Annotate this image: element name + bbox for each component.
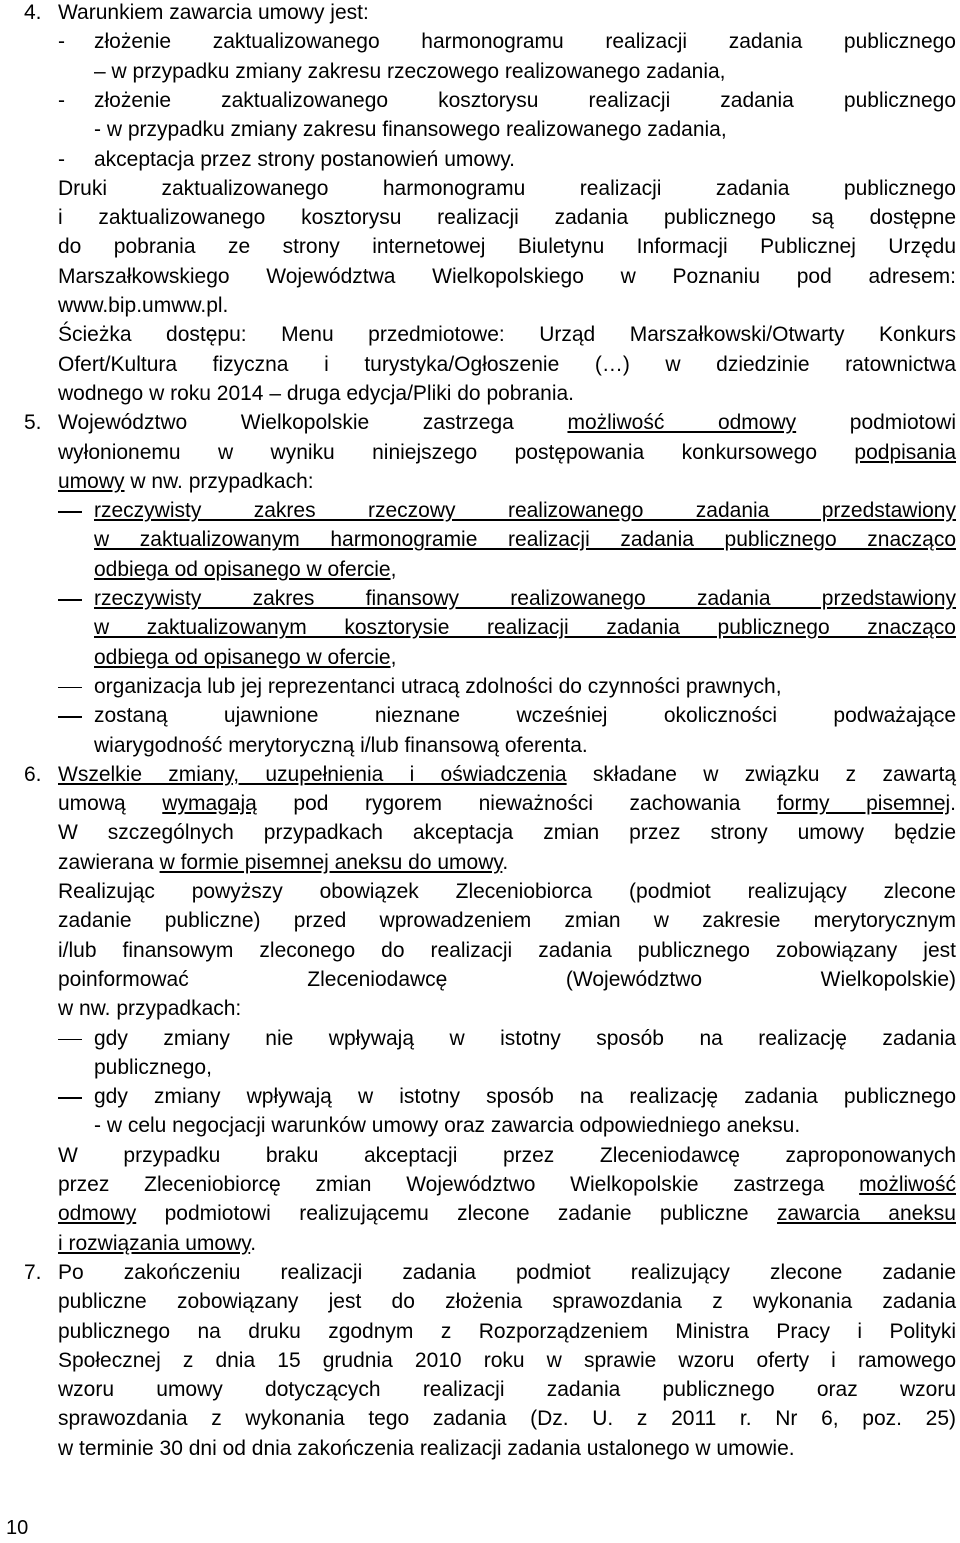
text-line xyxy=(0,818,960,847)
text-line xyxy=(0,27,960,56)
text-run: . xyxy=(250,1231,257,1255)
line-text xyxy=(58,467,956,496)
line-text xyxy=(58,1199,956,1228)
text-run: - w celu negocjacji warunków umowy oraz zawarcia odpowiedniego aneksu. xyxy=(94,1114,801,1138)
line-text xyxy=(94,1053,956,1082)
underlined-phrase: odmowy xyxy=(58,1202,137,1226)
text-run: , xyxy=(390,645,397,669)
text-run: W przypadku braku akceptacji przez Zleceniodawcę zaproponowanych xyxy=(58,1143,956,1167)
text-line xyxy=(0,1346,960,1375)
text-run: . xyxy=(950,792,957,816)
line-text xyxy=(58,1317,956,1346)
line-text xyxy=(58,320,956,349)
text-line xyxy=(0,760,960,789)
underlined-phrase: w zaktualizowanym kosztorysie realizacji zadania publicznego znacząco xyxy=(94,616,956,640)
line-text xyxy=(94,584,956,613)
line-text xyxy=(58,438,956,467)
list-number: 4. xyxy=(24,1,42,24)
text-line xyxy=(0,789,960,818)
line-text xyxy=(58,0,956,27)
text-run: Po zakończeniu realizacji zadania podmiot realizujący zlecone zadanie xyxy=(58,1260,956,1284)
text-line xyxy=(0,174,960,203)
line-text xyxy=(94,57,956,86)
text-run: umową xyxy=(58,792,163,816)
line-text xyxy=(94,555,956,584)
line-text xyxy=(58,994,956,1023)
text-line xyxy=(0,848,960,877)
line-text xyxy=(58,1287,956,1316)
text-line xyxy=(0,965,960,994)
text-line xyxy=(0,1317,960,1346)
underlined-phrase: podpisania xyxy=(854,440,956,464)
line-text xyxy=(94,1111,956,1140)
list-number: 5. xyxy=(24,411,42,435)
line-text xyxy=(58,848,956,877)
line-text xyxy=(94,115,956,144)
text-line xyxy=(0,1024,960,1053)
text-line xyxy=(0,1199,960,1228)
text-run: gdy zmiany wpływają w istotny sposób na realizację zadania publicznego xyxy=(94,1085,956,1109)
text-run: organizacja lub jej reprezentanci utracą zdolności do czynności prawnych, xyxy=(94,674,782,698)
text-run: złożenie zaktualizowanego harmonogramu realizacji zadania publicznego xyxy=(94,30,956,54)
text-run: pod rygorem nieważności zachowania xyxy=(256,792,778,816)
line-text xyxy=(58,1141,956,1170)
text-line xyxy=(0,320,960,349)
line-text xyxy=(58,1229,956,1258)
text-run: składane w związku z zawartą xyxy=(566,762,957,786)
text-run: podmiotowi xyxy=(796,411,956,435)
text-run: sprawozdania z wykonania tego zadania (Dz. U. z 2011 r. Nr 6, poz. 25) xyxy=(58,1407,956,1431)
text-line xyxy=(0,203,960,232)
text-run: przez Zleceniobiorcę zmian Województwo Wielkopolskie zastrzega xyxy=(58,1173,860,1196)
text-run: wodnego w roku 2014 – druga edycja/Pliki do pobrania. xyxy=(58,381,575,405)
text-line xyxy=(0,496,960,525)
text-run: do pobrania ze strony internetowej Biuletynu Informacji Publicznej Urzędu xyxy=(58,235,956,259)
text-line xyxy=(0,906,960,935)
text-run: w terminie 30 dni od dnia zakończenia realizacji zadania ustalonego w umowie. xyxy=(58,1436,795,1460)
text-run: wyłonionemu w wyniku niniejszego postępowania konkursowego xyxy=(58,440,855,464)
text-line xyxy=(0,877,960,906)
text-line xyxy=(0,1404,960,1433)
text-line xyxy=(0,57,960,86)
text-line xyxy=(0,86,960,115)
hyphen-bullet: - xyxy=(58,88,65,112)
text-run: Marszałkowskiego Województwa Wielkopolskiego w Poznaniu pod adresem: xyxy=(58,264,956,288)
text-run: złożenie zaktualizowanego kosztorysu realizacji zadania publicznego xyxy=(94,88,956,112)
text-run: Ofert/Kultura fizyczna i turystyka/Ogłoszenie (…) w dziedzinie ratownictwa xyxy=(58,352,956,376)
dash-bullet-icon xyxy=(58,1097,82,1099)
line-text xyxy=(58,350,956,379)
text-line xyxy=(0,672,960,701)
underlined-phrase: odbiega od opisanego w ofercie xyxy=(94,645,391,669)
text-run: poinformować Zleceniodawcę (Województwo Wielkopolskie) xyxy=(58,967,956,991)
text-line xyxy=(0,232,960,261)
line-text xyxy=(58,877,956,906)
text-run: publiczne zobowiązany jest do złożenia sprawozdania z wykonania zadania xyxy=(58,1290,956,1314)
underlined-phrase: rzeczywisty zakres rzeczowy realizowanego zadania przedstawiony xyxy=(94,499,956,523)
text-run: zostaną ujawnione nieznane wcześniej okoliczności podważające xyxy=(94,704,956,728)
text-line xyxy=(0,613,960,642)
text-run: Warunkiem zawarcia umowy jest: xyxy=(58,1,369,24)
line-text xyxy=(94,27,956,56)
line-text xyxy=(58,174,956,203)
line-text xyxy=(94,525,956,554)
underlined-phrase: i rozwiązania umowy xyxy=(58,1231,251,1255)
line-text xyxy=(94,145,956,174)
page-number: 10 xyxy=(6,1517,29,1539)
line-text xyxy=(58,1434,956,1463)
line-text xyxy=(58,789,956,818)
text-line xyxy=(0,701,960,730)
text-run: i zaktualizowanego kosztorysu realizacji zadania publicznego są dostępne xyxy=(58,206,956,230)
text-run: wzoru umowy dotyczących realizacji zadania publicznego oraz wzoru xyxy=(58,1378,956,1402)
line-text xyxy=(58,1258,956,1287)
text-run: Ścieżka dostępu: Menu przedmiotowe: Urząd Marszałkowski/Otwarty Konkurs xyxy=(58,323,956,347)
text-line xyxy=(0,1258,960,1287)
text-run: zawierana xyxy=(58,850,160,874)
text-line xyxy=(0,525,960,554)
text-line xyxy=(0,1229,960,1258)
dash-bullet-icon xyxy=(58,687,82,689)
line-text xyxy=(58,936,956,965)
line-text xyxy=(58,379,956,408)
text-run: publicznego na druku zgodnym z Rozporządzeniem Ministra Pracy i Polityki xyxy=(58,1319,956,1343)
line-text xyxy=(58,232,956,261)
text-line xyxy=(0,555,960,584)
text-line xyxy=(0,1111,960,1140)
text-run: W szczególnych przypadkach akceptacja zmian przez strony umowy będzie xyxy=(58,821,956,845)
text-run: Społecznej z dnia 15 grudnia 2010 roku w sprawie wzoru oferty i ramowego xyxy=(58,1348,956,1372)
line-text xyxy=(58,1375,956,1404)
text-run: . xyxy=(502,850,509,874)
text-run: zadanie publiczne) przed wprowadzeniem zmian w zakresie merytorycznym xyxy=(58,909,956,933)
text-line xyxy=(0,438,960,467)
underlined-phrase: w zaktualizowanym harmonogramie realizacji zadania publicznego znacząco xyxy=(94,528,956,552)
text-run: akceptacja przez strony postanowień umowy. xyxy=(94,147,515,171)
line-text xyxy=(94,701,956,730)
text-run: i/lub finansowym zleconego do realizacji zadania publicznego zobowiązany jest xyxy=(58,938,956,962)
line-text xyxy=(58,408,956,437)
underlined-phrase: w formie pisemnej aneksu do umowy xyxy=(159,850,503,874)
line-text xyxy=(58,760,956,789)
text-line xyxy=(0,1082,960,1111)
line-text xyxy=(94,1082,956,1111)
dash-bullet-icon xyxy=(58,511,82,513)
line-text xyxy=(58,262,956,291)
line-text xyxy=(94,643,956,672)
underlined-phrase: rzeczywisty zakres finansowy realizowanego zadania przedstawiony xyxy=(94,587,956,610)
line-text xyxy=(94,496,956,525)
text-run: - w przypadku zmiany zakresu finansowego realizowanego zadania, xyxy=(94,118,727,142)
text-run: Województwo Wielkopolskie zastrzega xyxy=(58,411,568,435)
underlined-phrase: odbiega od opisanego w ofercie xyxy=(94,557,391,581)
line-text xyxy=(94,1024,956,1053)
dash-bullet-icon xyxy=(58,716,82,718)
text-line xyxy=(0,0,960,27)
line-text xyxy=(94,86,956,115)
text-line xyxy=(0,379,960,408)
line-text xyxy=(94,613,956,642)
underlined-phrase: zawarcia aneksu xyxy=(777,1202,956,1226)
line-text xyxy=(58,906,956,935)
underlined-phrase: umowy xyxy=(58,469,125,493)
line-text xyxy=(58,965,956,994)
text-line xyxy=(0,291,960,320)
text-line xyxy=(0,408,960,437)
text-run: Druki zaktualizowanego harmonogramu realizacji zadania publicznego xyxy=(58,176,956,200)
dash-bullet-icon xyxy=(58,1039,82,1041)
text-line xyxy=(0,350,960,379)
underlined-phrase: możliwość odmowy xyxy=(567,411,797,435)
text-run: www.bip.umww.pl. xyxy=(58,294,229,317)
text-run: w nw. przypadkach: xyxy=(124,469,314,493)
text-line xyxy=(0,936,960,965)
line-text xyxy=(58,1170,956,1199)
text-line xyxy=(0,145,960,174)
text-line xyxy=(0,1053,960,1082)
line-text xyxy=(58,1346,956,1375)
text-line xyxy=(0,643,960,672)
line-text xyxy=(58,1404,956,1433)
text-line xyxy=(0,467,960,496)
text-line xyxy=(0,262,960,291)
line-text xyxy=(58,818,956,847)
text-run: – w przypadku zmiany zakresu rzeczowego realizowanego zadania, xyxy=(94,59,726,83)
text-run: wiarygodność merytoryczną i/lub finansową oferenta. xyxy=(94,733,588,757)
list-number: 6. xyxy=(24,762,42,786)
text-run: podmiotowi realizującemu zlecone zadanie publiczne xyxy=(136,1202,778,1226)
underlined-phrase: wymagają xyxy=(162,792,257,816)
hyphen-bullet: - xyxy=(58,30,65,54)
line-text xyxy=(94,731,956,760)
text-line xyxy=(0,1375,960,1404)
text-line xyxy=(0,115,960,144)
dash-bullet-icon xyxy=(58,599,82,601)
text-line xyxy=(0,1287,960,1316)
underlined-phrase: możliwość xyxy=(859,1173,956,1196)
text-run: Realizując powyższy obowiązek Zleceniobiorca (podmiot realizujący zlecone xyxy=(58,880,956,903)
line-text xyxy=(58,291,956,320)
text-run: publicznego, xyxy=(94,1055,212,1079)
line-text xyxy=(58,203,956,232)
underlined-phrase: formy pisemnej xyxy=(777,792,951,816)
text-line xyxy=(0,1170,960,1199)
text-run: , xyxy=(390,557,397,581)
text-line xyxy=(0,994,960,1023)
list-number: 7. xyxy=(24,1260,42,1284)
text-line xyxy=(0,1141,960,1170)
underlined-phrase: Wszelkie zmiany, uzupełnienia i oświadczenia xyxy=(58,762,567,786)
text-line xyxy=(0,731,960,760)
text-line xyxy=(0,1434,960,1463)
text-run: gdy zmiany nie wpływają w istotny sposób na realizację zadania xyxy=(94,1026,956,1050)
hyphen-bullet: - xyxy=(58,147,65,171)
text-line xyxy=(0,584,960,613)
line-text xyxy=(94,672,956,701)
text-run: w nw. przypadkach: xyxy=(58,997,242,1021)
